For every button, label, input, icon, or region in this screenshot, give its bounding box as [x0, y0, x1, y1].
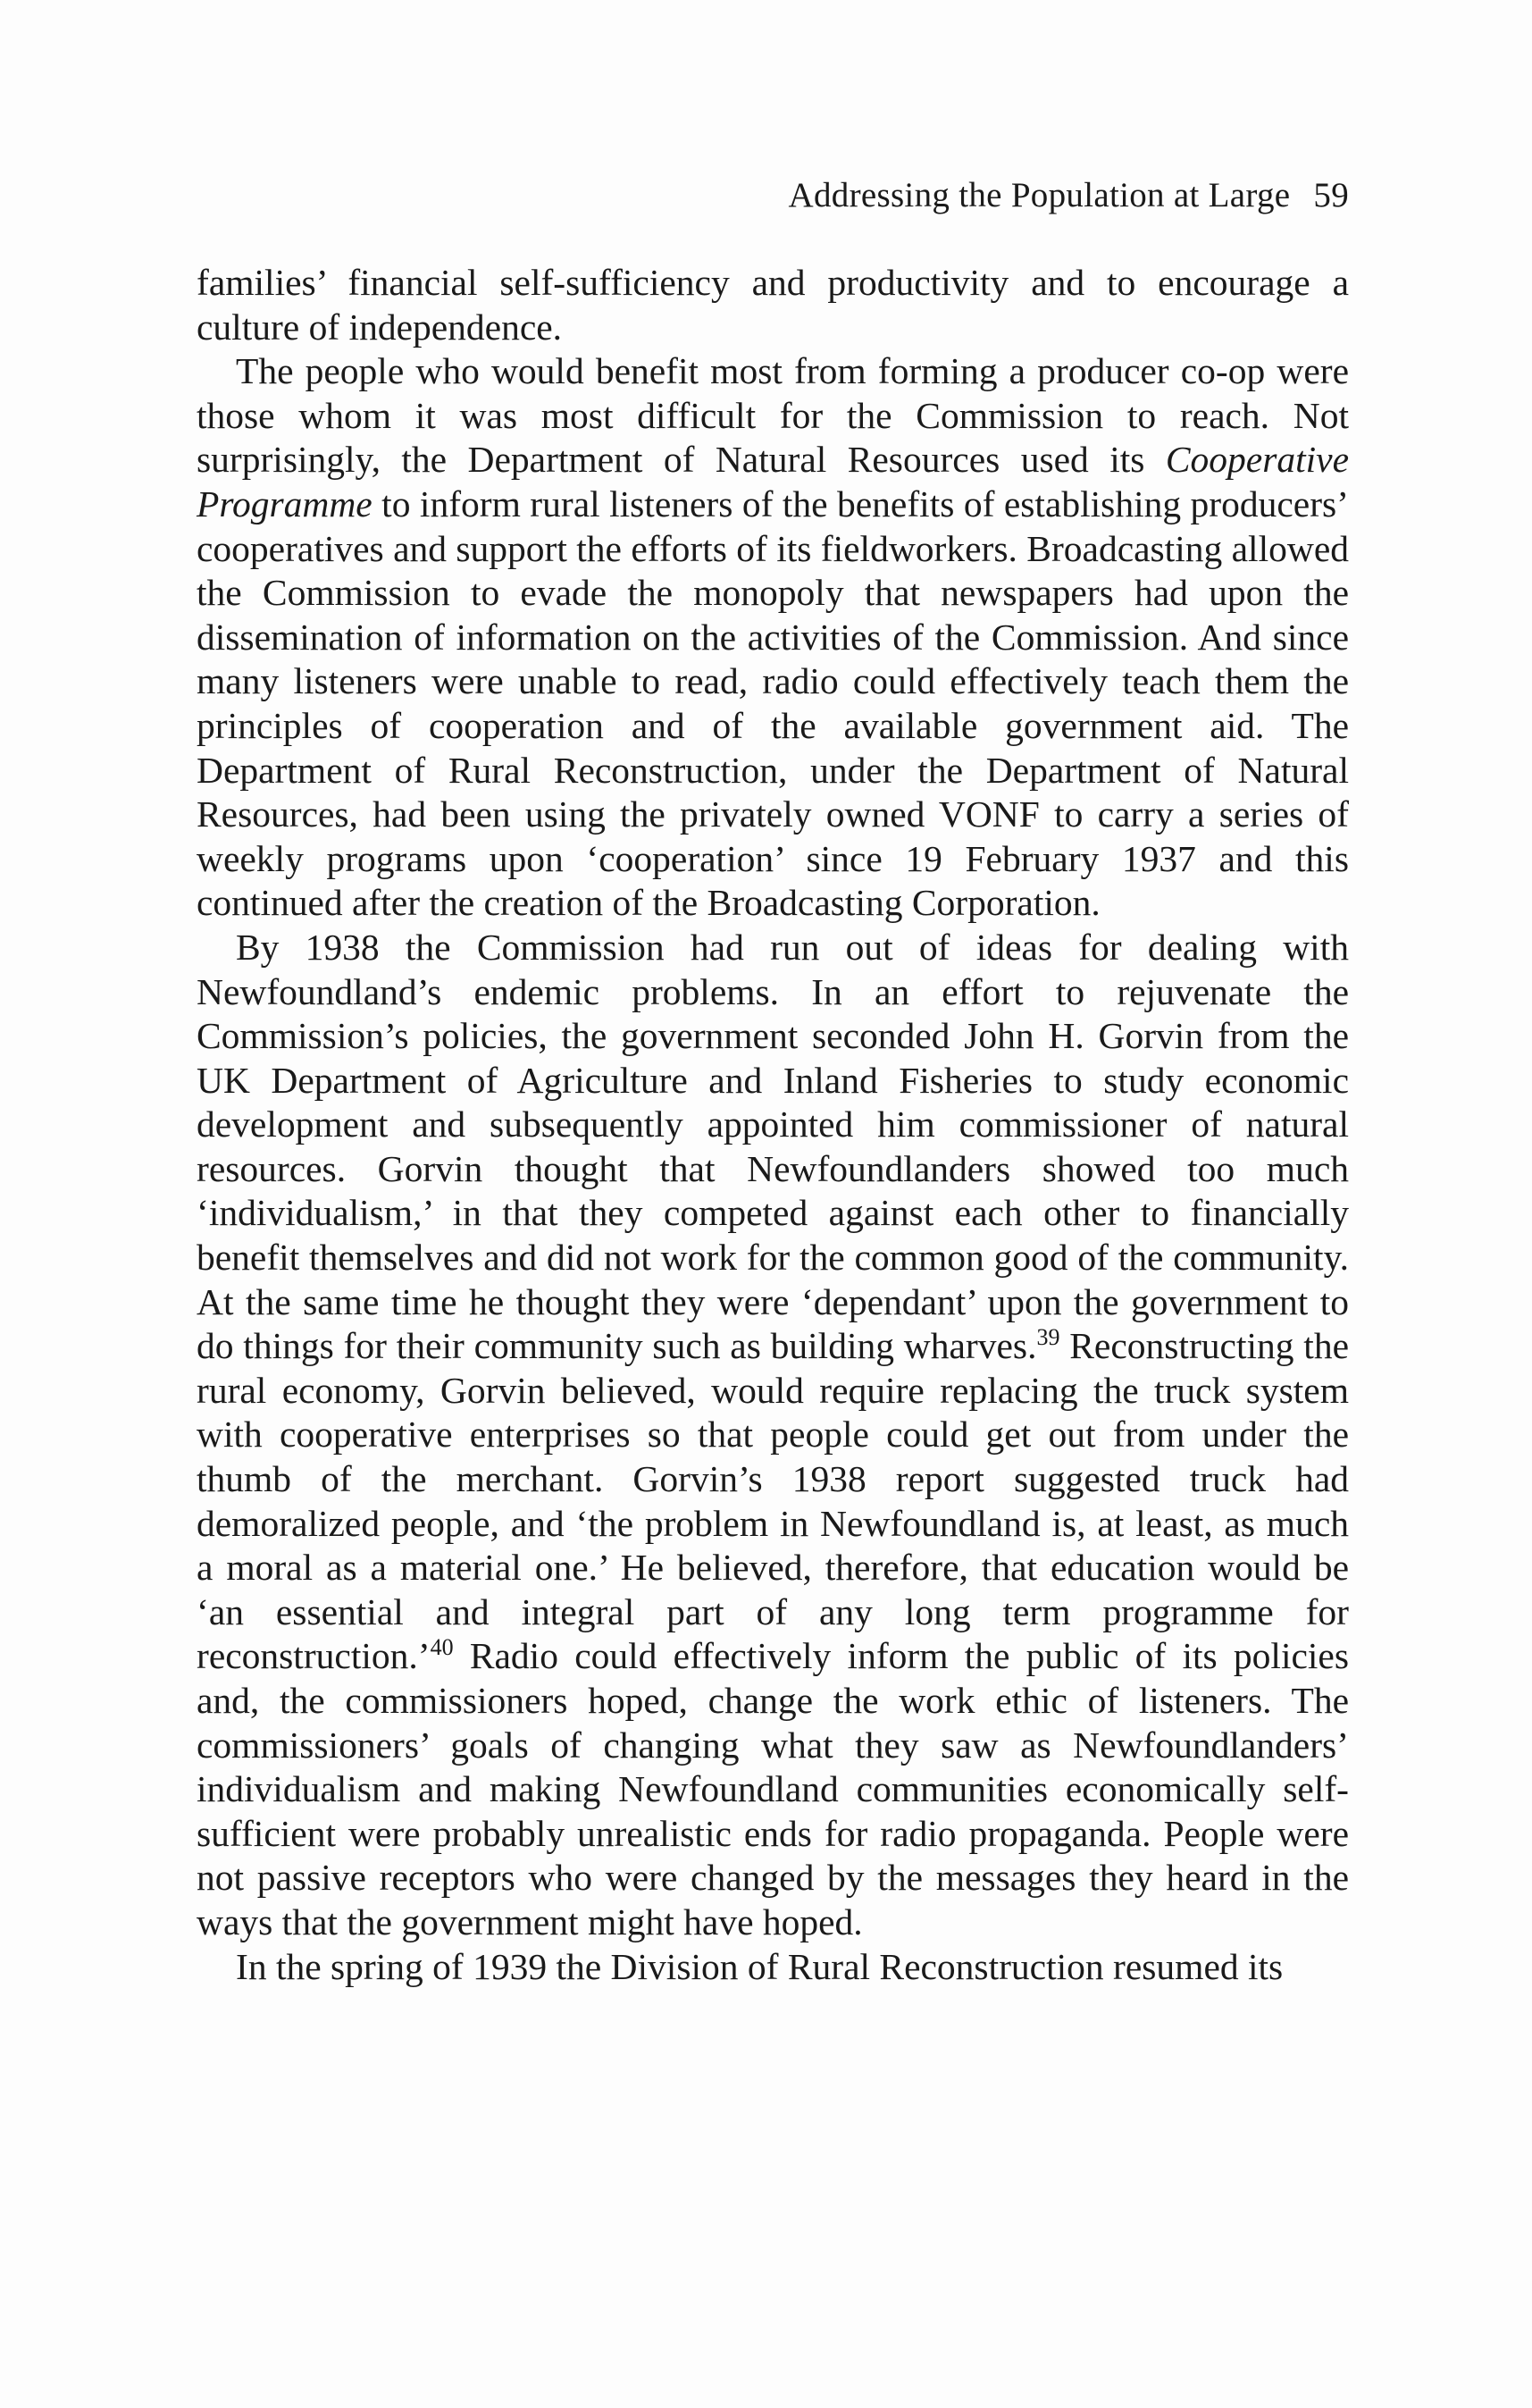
paragraph-text: The people who would benefit most from forming a producer co-op were those whom it was most difficult for the Commission to reach. Not surprisingly, the Department of Natural Resources used its	[197, 350, 1349, 481]
programme-title: Cooperative Programme	[197, 439, 1349, 524]
footnote-ref: 39	[1036, 1324, 1060, 1351]
paragraph-text: to inform rural listeners of the benefits of establishing producers’ cooperatives and support the efforts of its fieldworkers. Broadcasting allowed the Commission to evade the monopoly that newspapers had upon the dissemination of information on the activities of the Commission. And since many listeners were unable to read, radio could effectively teach them the principles of cooperation and of the available government aid. The Department of Rural Reconstruction, under the Department of Natural Resources, had been using the privately owned VONF to carry a series of weekly programs upon ‘cooperation’ since 19 February 1937 and this continued after the creation of the Broadcasting Corporation.	[197, 482, 1349, 924]
page-number: 59	[1313, 176, 1349, 214]
paragraph-text: In the spring of 1939 the Division of Rural Reconstruction resumed its	[236, 1945, 1284, 1987]
running-head	[197, 175, 1349, 215]
paragraph-text: families’ financial self-sufficiency and productivity and to encourage a culture of independence.	[197, 262, 1349, 348]
paragraph-1	[197, 261, 1349, 349]
body-text	[197, 261, 1349, 1989]
running-title: Addressing the Population at Large	[788, 176, 1291, 214]
paragraph-2	[197, 349, 1349, 926]
paragraph-text: By 1938 the Commission had run out of ideas for dealing with Newfoundland’s endemic problems. In an effort to rejuvenate the Commission’s policies, the government seconded John H. Gorvin from the UK Department of Agriculture and Inland Fisheries to study economic development and subsequently appointed him commissioner of natural resources. Gorvin thought that Newfoundlanders showed too much ‘individualism,’ in that they competed against each other to financially benefit themselves and did not work for the common good of the community. At the same time he thought they were ‘dependant’ upon the government to do things for their community such as building wharves.	[197, 926, 1349, 1367]
paragraph-3	[197, 926, 1349, 1945]
paragraph-4	[197, 1945, 1349, 1990]
footnote-ref: 40	[430, 1634, 454, 1661]
paragraph-text: Radio could effectively inform the public of its policies and, the commissioners hoped, change the work ethic of listeners. The commissioners’ goals of changing what they saw as Newfoundlanders’ individualism and making Newfoundland communities economically self-sufficient were probably unrealistic ends for radio propaganda. People were not passive receptors who were changed by the messages they heard in the ways that the government might have hoped.	[197, 1635, 1349, 1942]
paragraph-text: Reconstructing the rural economy, Gorvin believed, would require replacing the truck system with cooperative enterprises so that people could get out from under the thumb of the merchant. Gorvin’s 1938 report suggested truck had demoralized people, and ‘the problem in Newfoundland is, at least, as much a moral as a material one.’ He believed, therefore, that education would be ‘an essential and integral part of any long term programme for reconstruction.’	[197, 1325, 1349, 1677]
